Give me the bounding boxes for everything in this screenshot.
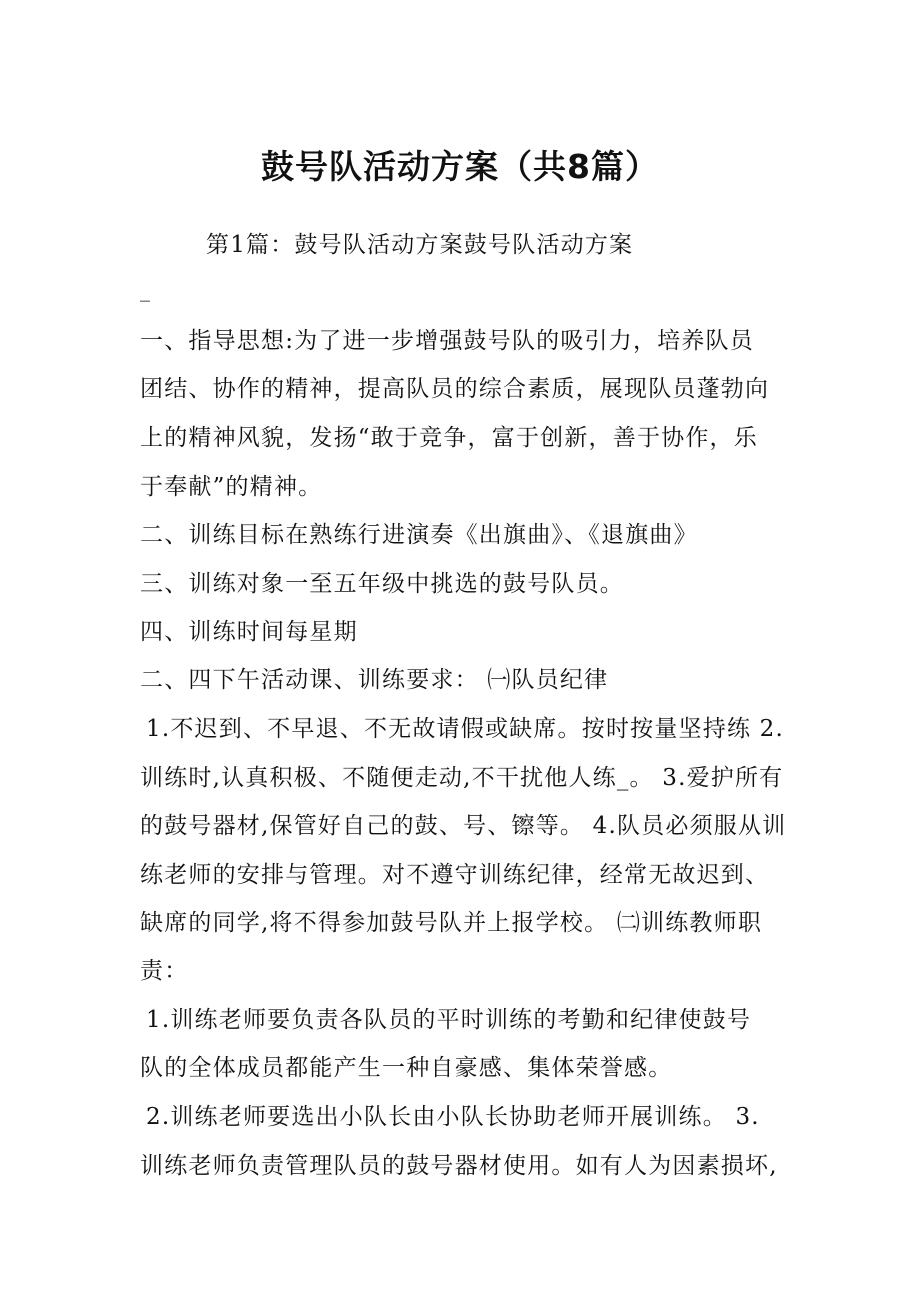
text-line: 三、训练对象一至五年级中挑选的鼓号队员。 xyxy=(140,571,624,597)
text-line: 一、指导思想:为了进一步增强鼓号队的吸引力，培养队员 xyxy=(140,328,754,354)
text-line: 练老师的安排与管理。对不遵守训练纪律，经常无故迟到、 xyxy=(140,862,770,888)
text-line: 训练老师负责管理队员的鼓号器材使用。如有人为因素损坏, xyxy=(140,1153,778,1179)
text-line: 责： xyxy=(140,958,189,984)
text-line: 团结、协作的精神，提高队员的综合素质，展现队员蓬勃向 xyxy=(140,376,770,402)
text-line: 二、四下午活动课、训练要求： ㈠队员纪律 xyxy=(140,667,609,693)
text-line: 2.训练老师要选出小队长由小队长协助老师开展训练。 3. xyxy=(146,1104,760,1130)
underscore-mark: _ xyxy=(140,278,152,302)
text-line: 上的精神风貌，发扬“敢于竞争，富于创新，善于协作，乐 xyxy=(140,425,758,451)
text-line: 二、训练目标在熟练行进演奏《出旗曲》、《退旗曲》 xyxy=(140,522,698,548)
text-line: 的鼓号器材,保管好自己的鼓、号、镲等。 4.队员必须服从训 xyxy=(140,813,787,839)
document-title: 鼓号队活动方案（共8篇） xyxy=(261,147,659,186)
text-line: 1.不迟到、不早退、不无故请假或缺席。按时按量坚持练 2. xyxy=(146,716,784,742)
text-line: 于奉献”的精神。 xyxy=(140,474,323,500)
chapter-subtitle: 第1篇：鼓号队活动方案鼓号队活动方案 xyxy=(206,232,634,258)
text-line: 队的全体成员都能产生一种自豪感、集体荣誉感。 xyxy=(140,1055,673,1081)
text-line: 四、训练时间每星期 xyxy=(140,619,358,645)
text-line: 1.训练老师要负责各队员的平时训练的考勤和纪律使鼓号 xyxy=(146,1007,752,1033)
text-line: 训练时,认真积极、不随便走动,不干扰他人练_。 3.爱护所有 xyxy=(140,765,784,791)
text-line: 缺席的同学,将不得参加鼓号队并上报学校。 ㈡训练教师职 xyxy=(140,910,763,936)
